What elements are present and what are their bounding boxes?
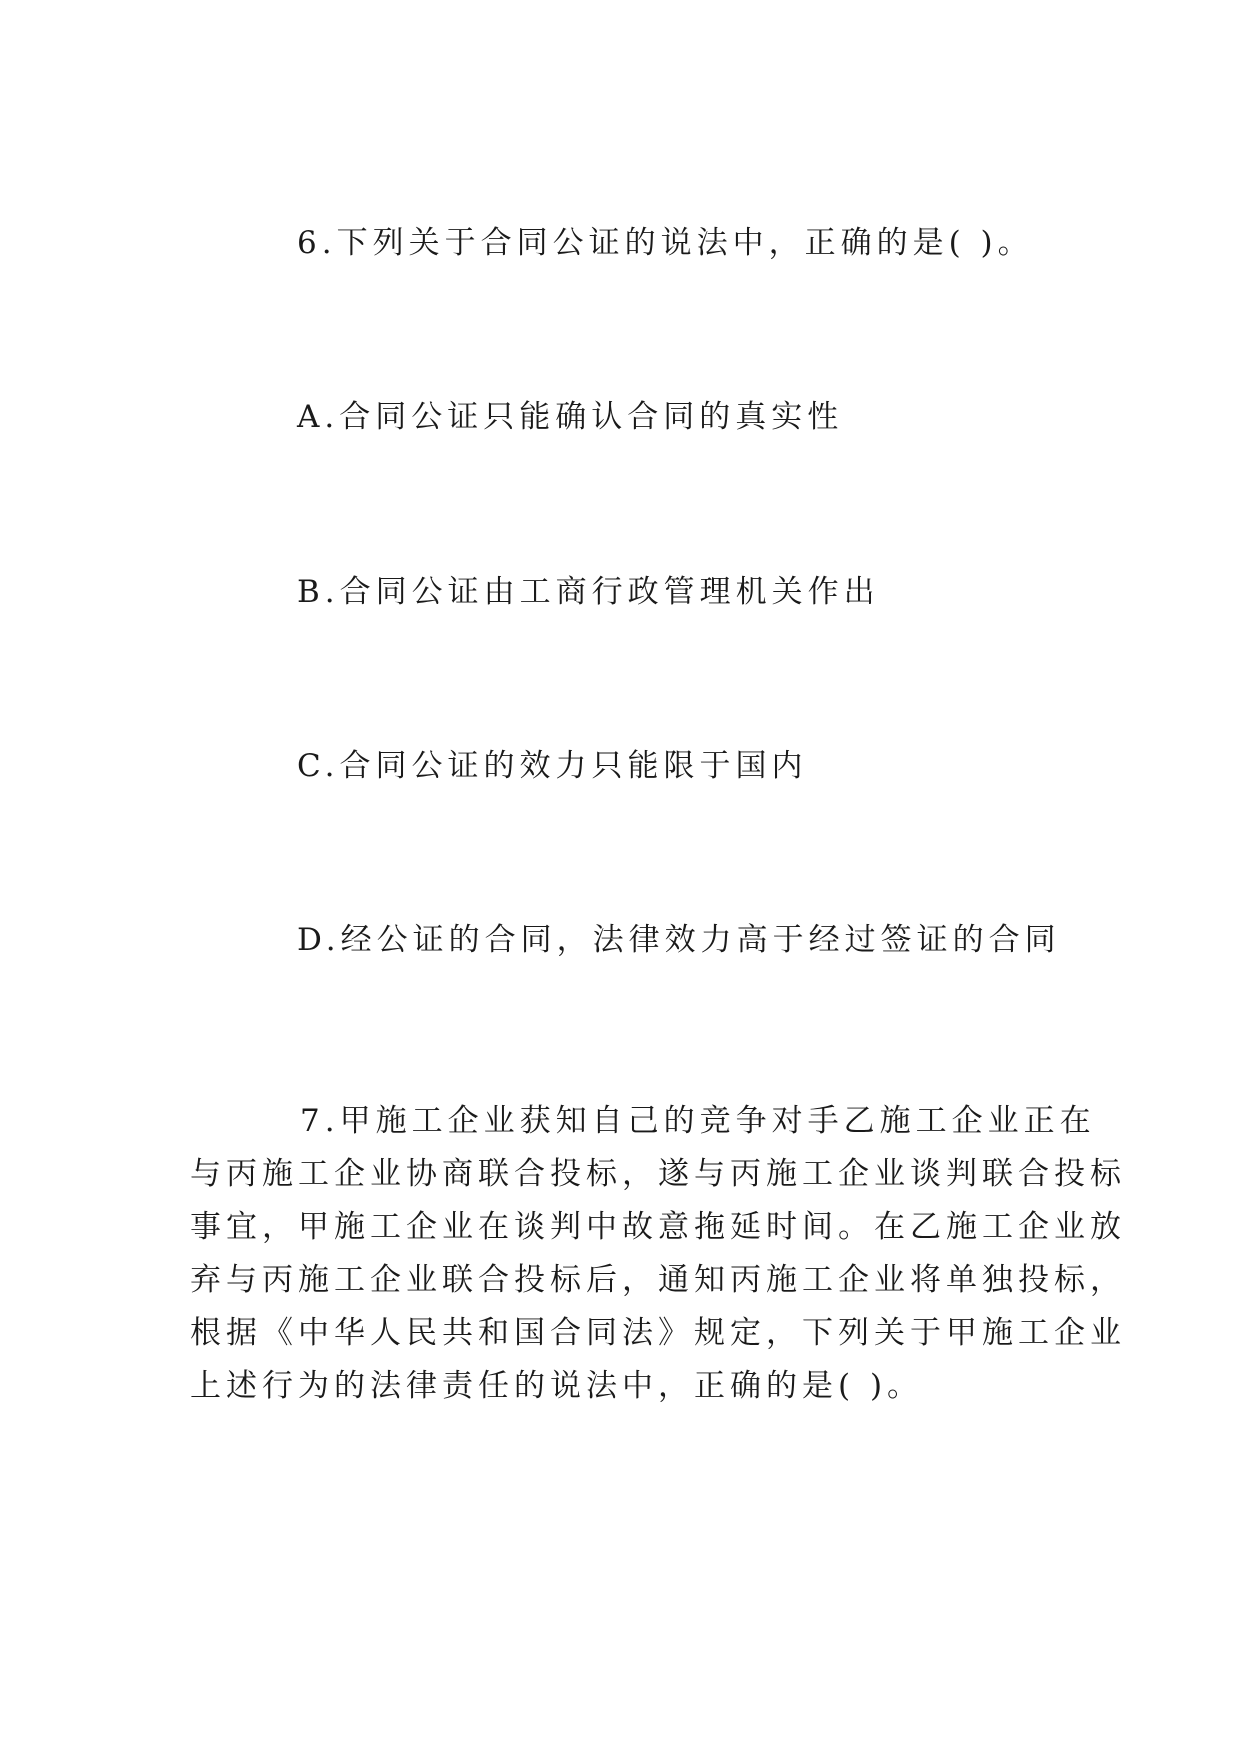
question-6-option-d: D.经公证的合同，法律效力高于经过签证的合同	[297, 922, 1061, 958]
question-7-line: 上述行为的法律责任的说法中，正确的是( )。	[190, 1368, 924, 1404]
question-7-line: 根据《中华人民共和国合同法》规定，下列关于甲施工企业	[190, 1315, 1126, 1351]
question-7-stem	[190, 1095, 1126, 1413]
question-7-line: 7.甲施工企业获知自己的竞争对手乙施工企业正在	[300, 1103, 1096, 1139]
question-7-line: 弃与丙施工企业联合投标后，通知丙施工企业将单独投标，	[190, 1262, 1126, 1298]
question-6-stem: 6.下列关于合同公证的说法中，正确的是( )。	[297, 225, 1034, 261]
question-6-option-c: C.合同公证的效力只能限于国内	[297, 748, 808, 784]
question-7-line: 事宜，甲施工企业在谈判中故意拖延时间。在乙施工企业放	[190, 1209, 1126, 1245]
question-6-option-a: A.合同公证只能确认合同的真实性	[297, 399, 844, 435]
question-6-option-b: B.合同公证由工商行政管理机关作出	[297, 574, 880, 610]
question-7-line: 与丙施工企业协商联合投标，遂与丙施工企业谈判联合投标	[190, 1156, 1126, 1192]
